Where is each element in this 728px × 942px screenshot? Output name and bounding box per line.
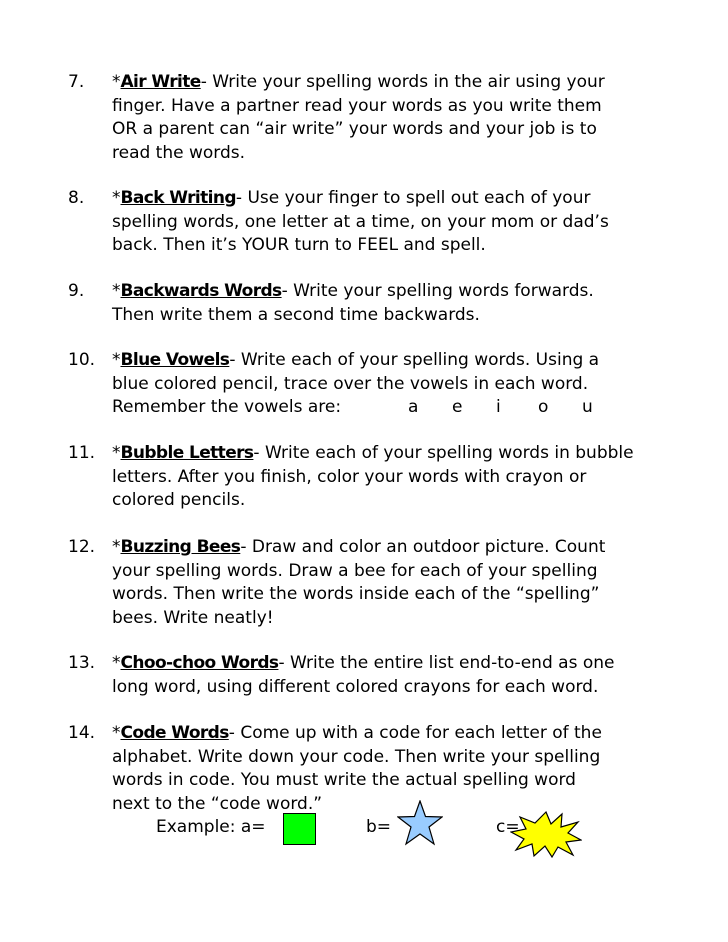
item-number: 9. [68,281,85,301]
vowel-o: o [538,397,549,417]
item-title: Code Words [120,723,229,743]
item-title: Air Write [120,72,201,92]
item-number: 8. [68,188,85,208]
item-line: colored pencils. [112,490,246,510]
item-title: Buzzing Bees [120,537,241,557]
item-line: words in code. You must write the actual spelling word [112,770,576,790]
item-text: - Come up with a code for each letter of the [228,723,602,743]
item-text: - Write your spelling words forwards. [281,281,594,301]
item-text: - Write your spelling words in the air using your [200,72,605,92]
item-text: - Write each of your spelling words in bubble [253,443,634,463]
item-text: - Write each of your spelling words. Using a [229,350,600,370]
item-line: Then write them a second time backwards. [112,304,480,325]
item-line: long word, using different colored crayons for each word. [112,676,599,697]
item-number: 7. [68,72,85,92]
item-text: - Write the entire list end-to-end as one [278,653,615,673]
vowel-u: u [582,397,593,417]
item-line: alphabet. Write down your code. Then write your spelling [112,746,601,767]
item-line: your spelling words. Draw a bee for each of your spelling [112,560,598,581]
item-text: - Draw and color an outdoor picture. Count [240,537,606,557]
example-label: Example: a= [156,817,266,837]
item-line: finger. Have a partner read your words as you write them [112,95,602,116]
yellow-burst-icon [510,810,582,858]
item-line: Remember the vowels are: [112,397,342,417]
item-title: Backwards Words [120,281,282,301]
item-number: 13. [68,653,96,673]
item-line: letters. After you finish, color your words with crayon or [112,466,587,487]
item-line: read the words. [112,142,246,163]
vowel-a: a [408,397,419,417]
item-title: Blue Vowels [120,350,230,370]
item-line: words. Then write the words inside each of the “spelling” [112,584,600,604]
item-title: Back Writing [120,188,236,208]
vowel-e: e [452,397,463,417]
item-line: spelling words, one letter at a time, on your mom or dad’s [112,211,609,232]
item-line: next to the “code word.” [112,793,323,814]
example-b-label: b= [366,817,392,837]
example-c-label: c= [496,817,520,837]
item-line: blue colored pencil, trace over the vowels in each word. [112,373,589,394]
vowel-i: i [496,397,501,417]
item-title: Choo-choo Words [120,653,279,673]
item-number: 10. [68,350,96,370]
blue-star-icon [397,800,443,846]
item-number: 14. [68,723,96,743]
item-line: bees. Write neatly! [112,607,274,628]
green-square-icon [283,813,316,845]
item-number: 12. [68,537,96,557]
item-line: OR a parent can “air write” your words and your job is to [112,119,597,139]
worksheet-page: 7. *Air Write- Write your spelling words in the air using your finger. Have a partner read your words as you write them OR a parent can “air write” your words and your job is to read the words. 8. *Back Writing- Use your finger to spell out each of your spelling words, one letter at a time, on your mom or dad’s back. Then it’s YOUR turn to FEEL and spell. 9. *Backwards Words- Write your spelling words forwards. Then write them a second time backwards. 10. *Blue Vowels- Write each of your spelling words. Using a blue colored pencil, trace over the vowels in each word. Remember the vowels are: a e i o u 11. *Bubble Letters- Write each of your spelling words in bubble letters. After you finish, color your words with crayon or colored pencils. 12. *Buzzing Bees- Draw and color an outdoor picture. Count your spelling words. Draw a bee for each of your spelling words. Then write the words inside each of the “spelling” bees. Write neatly! 13. *Choo-choo Words- Write the entire list end-to-end as one long word, using different colored crayons for each word. 14. *Code Words- Come up with a code for each letter of the alphabet. Write down your code. Then write your spelling words in code. You must write the actual spelling word next to the “code word.” Example: a= b= c= [0,0,728,942]
item-line: back. Then it’s YOUR turn to FEEL and spell. [112,235,486,255]
item-title: Bubble Letters [120,443,254,463]
item-number: 11. [68,443,96,463]
item-text: - Use your finger to spell out each of your [235,188,591,208]
